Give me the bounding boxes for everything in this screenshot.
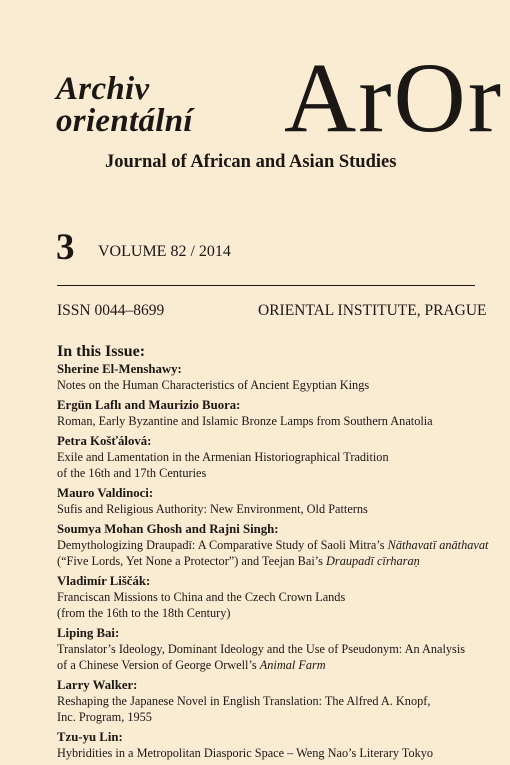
entry-title-line: (from the 16th to the 18th Century) bbox=[57, 606, 231, 620]
entry-title-line bbox=[57, 537, 497, 553]
entry-title-line: Exile and Lamentation in the Armenian Historiographical Tradition bbox=[57, 450, 389, 464]
entry-title-line: Reshaping the Japanese Novel in English Translation: The Alfred A. Knopf, bbox=[57, 694, 431, 708]
entry-title-line: Inc. Program, 1955 bbox=[57, 710, 152, 724]
journal-subtitle: Journal of African and Asian Studies bbox=[105, 152, 397, 172]
volume-label: VOLUME 82 / 2014 bbox=[98, 243, 231, 260]
toc-entry bbox=[57, 485, 497, 517]
entry-title-line: Roman, Early Byzantine and Islamic Bronze Lamps from Southern Anatolia bbox=[57, 414, 433, 428]
entry-title-line bbox=[57, 553, 497, 569]
toc-entry bbox=[57, 361, 497, 393]
toc-entry bbox=[57, 729, 497, 761]
entry-title-text: (“Five Lords, Yet None a Protector”) and Teejan Bai’s bbox=[57, 554, 327, 568]
entry-title-line: Hybridities in a Metropolitan Diasporic Space – Weng Nao’s Literary Tokyo bbox=[57, 746, 434, 760]
entry-title-line: Translator’s Ideology, Dominant Ideology and the Use of Pseudonym: An Analysis bbox=[57, 642, 466, 656]
issn-label: ISSN 0044–8699 bbox=[57, 302, 165, 319]
entry-title-italic: Animal Farm bbox=[259, 658, 326, 672]
toc-entry bbox=[57, 521, 497, 569]
entry-author: Larry Walker: bbox=[57, 678, 138, 692]
divider-rule bbox=[57, 285, 475, 286]
journal-title-line2: orientální bbox=[56, 103, 193, 139]
entry-author: Sherine El-Menshawy: bbox=[57, 362, 182, 376]
entry-title-italic: Nāthavatī anāthavat bbox=[387, 538, 489, 552]
issue-number: 3 bbox=[56, 227, 75, 268]
entry-title-text: Demythologizing Draupadī: A Comparative Study of Saoli Mitra’s bbox=[57, 538, 388, 552]
entry-title-line: Notes on the Human Characteristics of Ancient Egyptian Kings bbox=[57, 378, 370, 392]
entry-author: Soumya Mohan Ghosh and Rajni Singh: bbox=[57, 522, 279, 536]
toc-entry bbox=[57, 433, 497, 481]
toc-entry bbox=[57, 625, 497, 673]
toc-entry bbox=[57, 573, 497, 621]
table-of-contents bbox=[57, 361, 497, 765]
entry-title-line bbox=[57, 657, 497, 673]
entry-author: Mauro Valdinoci: bbox=[57, 486, 154, 500]
entry-author: Liping Bai: bbox=[57, 626, 120, 640]
journal-title-line1: Archiv bbox=[56, 71, 150, 107]
entry-author: Tzu-yu Lin: bbox=[57, 730, 123, 744]
entry-title-line: Franciscan Missions to China and the Czech Crown Lands bbox=[57, 590, 346, 604]
journal-logo: ArOr bbox=[284, 42, 504, 153]
entry-author: Ergün Laflı and Maurizio Buora: bbox=[57, 398, 241, 412]
entry-title-line: of the 16th and 17th Centuries bbox=[57, 466, 207, 480]
entry-title-line: Sufis and Religious Authority: New Environment, Old Patterns bbox=[57, 502, 368, 516]
contents-heading: In this Issue: bbox=[57, 343, 146, 360]
entry-author: Petra Košťálová: bbox=[57, 434, 152, 448]
entry-author: Vladimír Liščák: bbox=[57, 574, 151, 588]
toc-entry bbox=[57, 677, 497, 725]
toc-entry bbox=[57, 397, 497, 429]
entry-title-italic: Draupadī cīrharaṇ bbox=[326, 554, 420, 568]
institute-label: ORIENTAL INSTITUTE, PRAGUE bbox=[258, 302, 487, 319]
entry-title-text: of a Chinese Version of George Orwell’s bbox=[57, 658, 260, 672]
